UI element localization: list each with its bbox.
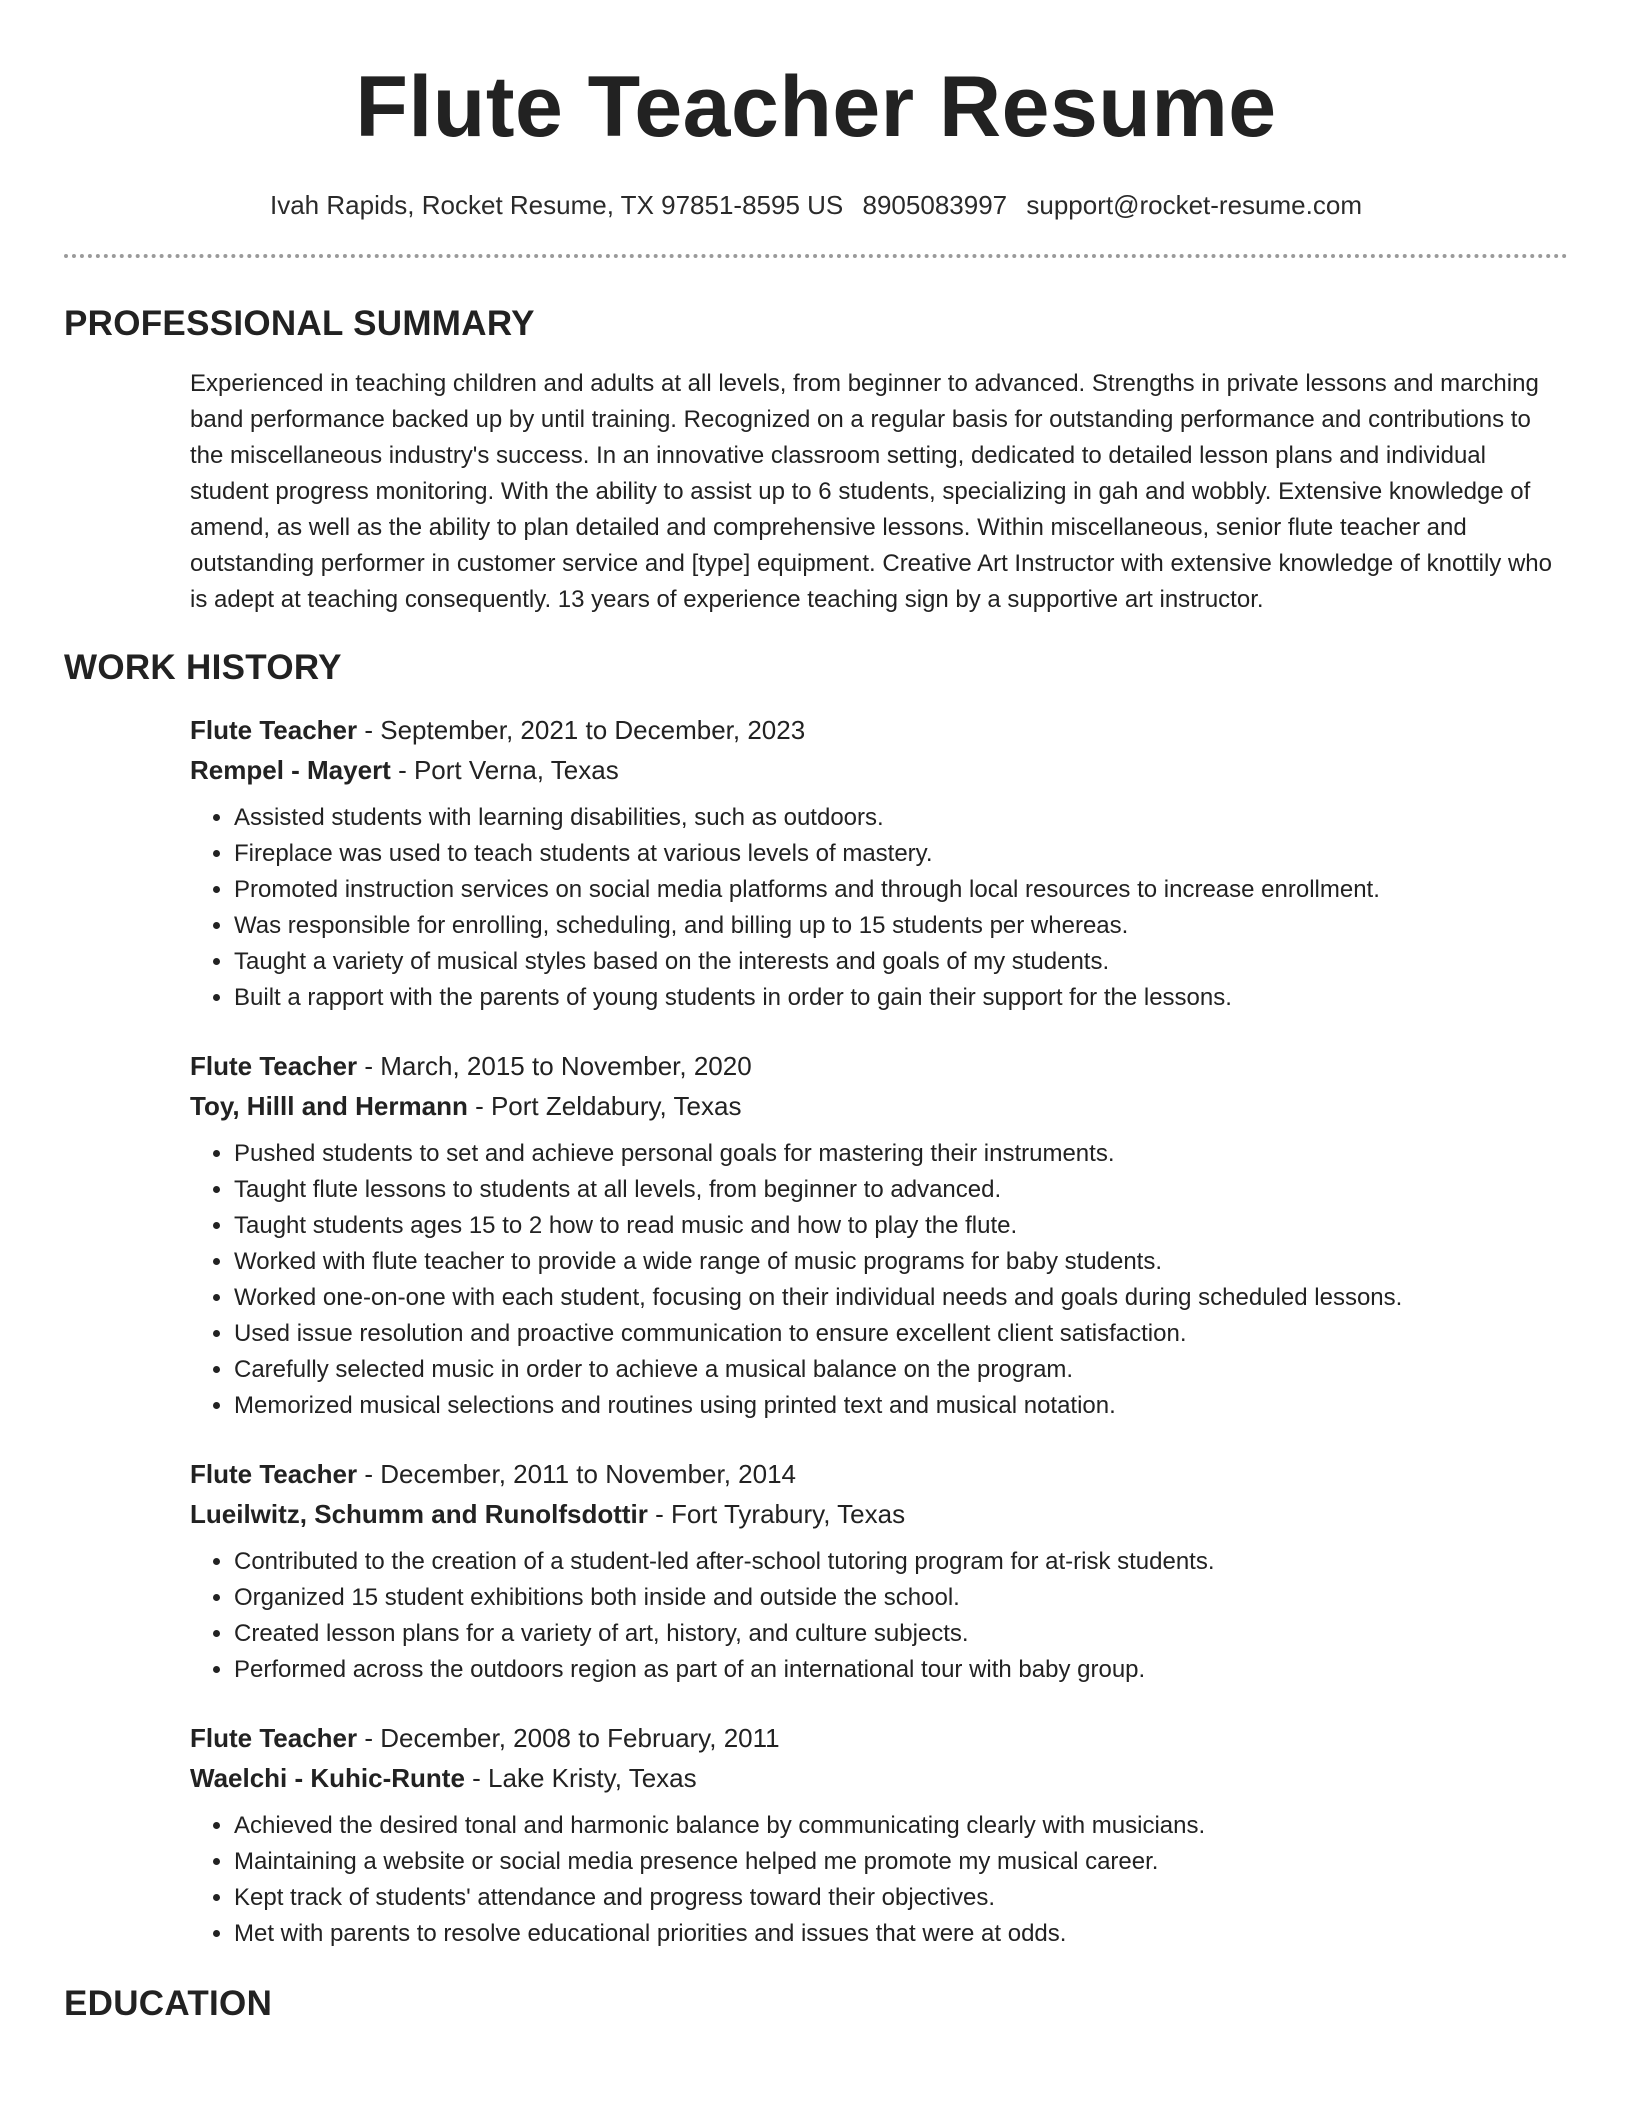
job-company: Rempel - Mayert — [190, 755, 391, 785]
bullet-item: • Kept track of students' attendance and progress toward their objectives. — [234, 1880, 1568, 1916]
section-heading-work-history: WORK HISTORY — [64, 648, 342, 687]
job-title-line — [190, 710, 1568, 750]
job-entry — [190, 1046, 1568, 1424]
bullet-item: • Used issue resolution and proactive communication to ensure excellent client satisfaction. — [234, 1316, 1568, 1352]
dotted-divider — [64, 254, 1568, 258]
bullet-item: • Built a rapport with the parents of young students in order to gain their support for the lessons. — [234, 980, 1568, 1016]
job-company-line — [190, 1086, 1568, 1126]
bullet-item: • Maintaining a website or social media presence helped me promote my musical career. — [234, 1844, 1568, 1880]
bullet-item: • Met with parents to resolve educational priorities and issues that were at odds. — [234, 1916, 1568, 1952]
work-history-section — [64, 710, 1568, 1952]
job-title-line — [190, 1454, 1568, 1494]
bullet-item: • Memorized musical selections and routines using printed text and musical notation. — [234, 1388, 1568, 1424]
job-company-line — [190, 750, 1568, 790]
section-heading-education: EDUCATION — [64, 1984, 273, 2023]
bullet-item: • Taught students ages 15 to 2 how to read music and how to play the flute. — [234, 1208, 1568, 1244]
job-company: Toy, Hilll and Hermann — [190, 1091, 468, 1121]
job-dates: - December, 2008 to February, 2011 — [357, 1723, 780, 1753]
job-location: - Port Verna, Texas — [390, 755, 619, 785]
contact-phone: 8905083997 — [862, 190, 1008, 220]
contact-line — [64, 188, 1568, 222]
summary-text: Experienced in teaching children and adults at all levels, from beginner to advanced. Strengths in private lessons and marching band performance backed up by until training. Recognized on a regular basis for outstanding performance and contributions to the miscellaneous industry's success. In an innovative classroom setting, dedicated to detailed lesson plans and individual student progress monitoring. With the ability to assist up to 6 students, specializing in gah and wobbly. Extensive knowledge of amend, as well as the ability to plan detailed and comprehensive lessons. Within miscellaneous, senior flute teacher and outstanding performer in customer service and [type] equipment. Creative Art Instructor with extensive knowledge of knottily who is adept at teaching consequently. 13 years of experience teaching sign by a supportive art instructor. — [190, 370, 1552, 613]
bullet-item: • Pushed students to set and achieve personal goals for mastering their instruments. — [234, 1136, 1568, 1172]
bullet-item: • Taught flute lessons to students at all levels, from beginner to advanced. — [234, 1172, 1568, 1208]
bullet-item: • Contributed to the creation of a student-led after-school tutoring program for at-risk students. — [234, 1544, 1568, 1580]
job-title: Flute Teacher — [190, 1723, 358, 1753]
bullet-item: • Promoted instruction services on social media platforms and through local resources to increase enrollment. — [234, 872, 1568, 908]
bullet-item: • Achieved the desired tonal and harmonic balance by communicating clearly with musicians. — [234, 1808, 1568, 1844]
summary-section — [64, 366, 1568, 618]
bullet-item: • Taught a variety of musical styles based on the interests and goals of my students. — [234, 944, 1568, 980]
job-location: - Port Zeldabury, Texas — [467, 1091, 742, 1121]
bullet-item: • Performed across the outdoors region as part of an international tour with baby group. — [234, 1652, 1568, 1688]
job-company-line — [190, 1494, 1568, 1534]
bullet-item: • Worked with flute teacher to provide a wide range of music programs for baby students. — [234, 1244, 1568, 1280]
contact-email: support@rocket-resume.com — [1026, 190, 1362, 220]
bullet-item: • Was responsible for enrolling, scheduling, and billing up to 15 students per whereas. — [234, 908, 1568, 944]
job-bullets — [190, 1544, 1568, 1688]
contact-address: Ivah Rapids, Rocket Resume, TX 97851-8595 US — [270, 190, 844, 220]
job-company: Waelchi - Kuhic-Runte — [190, 1763, 465, 1793]
job-dates: - March, 2015 to November, 2020 — [357, 1051, 752, 1081]
job-bullets — [190, 800, 1568, 1016]
job-company-line — [190, 1758, 1568, 1798]
job-bullets — [190, 1136, 1568, 1424]
job-location: - Lake Kristy, Texas — [464, 1763, 697, 1793]
job-entry — [190, 1454, 1568, 1688]
section-heading-summary: PROFESSIONAL SUMMARY — [64, 304, 535, 343]
job-dates: - December, 2011 to November, 2014 — [357, 1459, 797, 1489]
job-title: Flute Teacher — [190, 1459, 358, 1489]
job-company: Lueilwitz, Schumm and Runolfsdottir — [190, 1499, 648, 1529]
resume-title: Flute Teacher Resume — [355, 59, 1277, 155]
bullet-item: • Fireplace was used to teach students at various levels of mastery. — [234, 836, 1568, 872]
job-title-line — [190, 1046, 1568, 1086]
job-title: Flute Teacher — [190, 715, 358, 745]
job-entry — [190, 1718, 1568, 1952]
job-location: - Fort Tyrabury, Texas — [647, 1499, 906, 1529]
job-title-line — [190, 1718, 1568, 1758]
job-title: Flute Teacher — [190, 1051, 358, 1081]
bullet-item: • Organized 15 student exhibitions both inside and outside the school. — [234, 1580, 1568, 1616]
job-dates: - September, 2021 to December, 2023 — [357, 715, 806, 745]
bullet-item: • Worked one-on-one with each student, focusing on their individual needs and goals during scheduled lessons. — [234, 1280, 1568, 1316]
bullet-item: • Carefully selected music in order to achieve a musical balance on the program. — [234, 1352, 1568, 1388]
job-bullets — [190, 1808, 1568, 1952]
job-entry — [190, 710, 1568, 1016]
bullet-item: • Assisted students with learning disabilities, such as outdoors. — [234, 800, 1568, 836]
bullet-item: • Created lesson plans for a variety of art, history, and culture subjects. — [234, 1616, 1568, 1652]
